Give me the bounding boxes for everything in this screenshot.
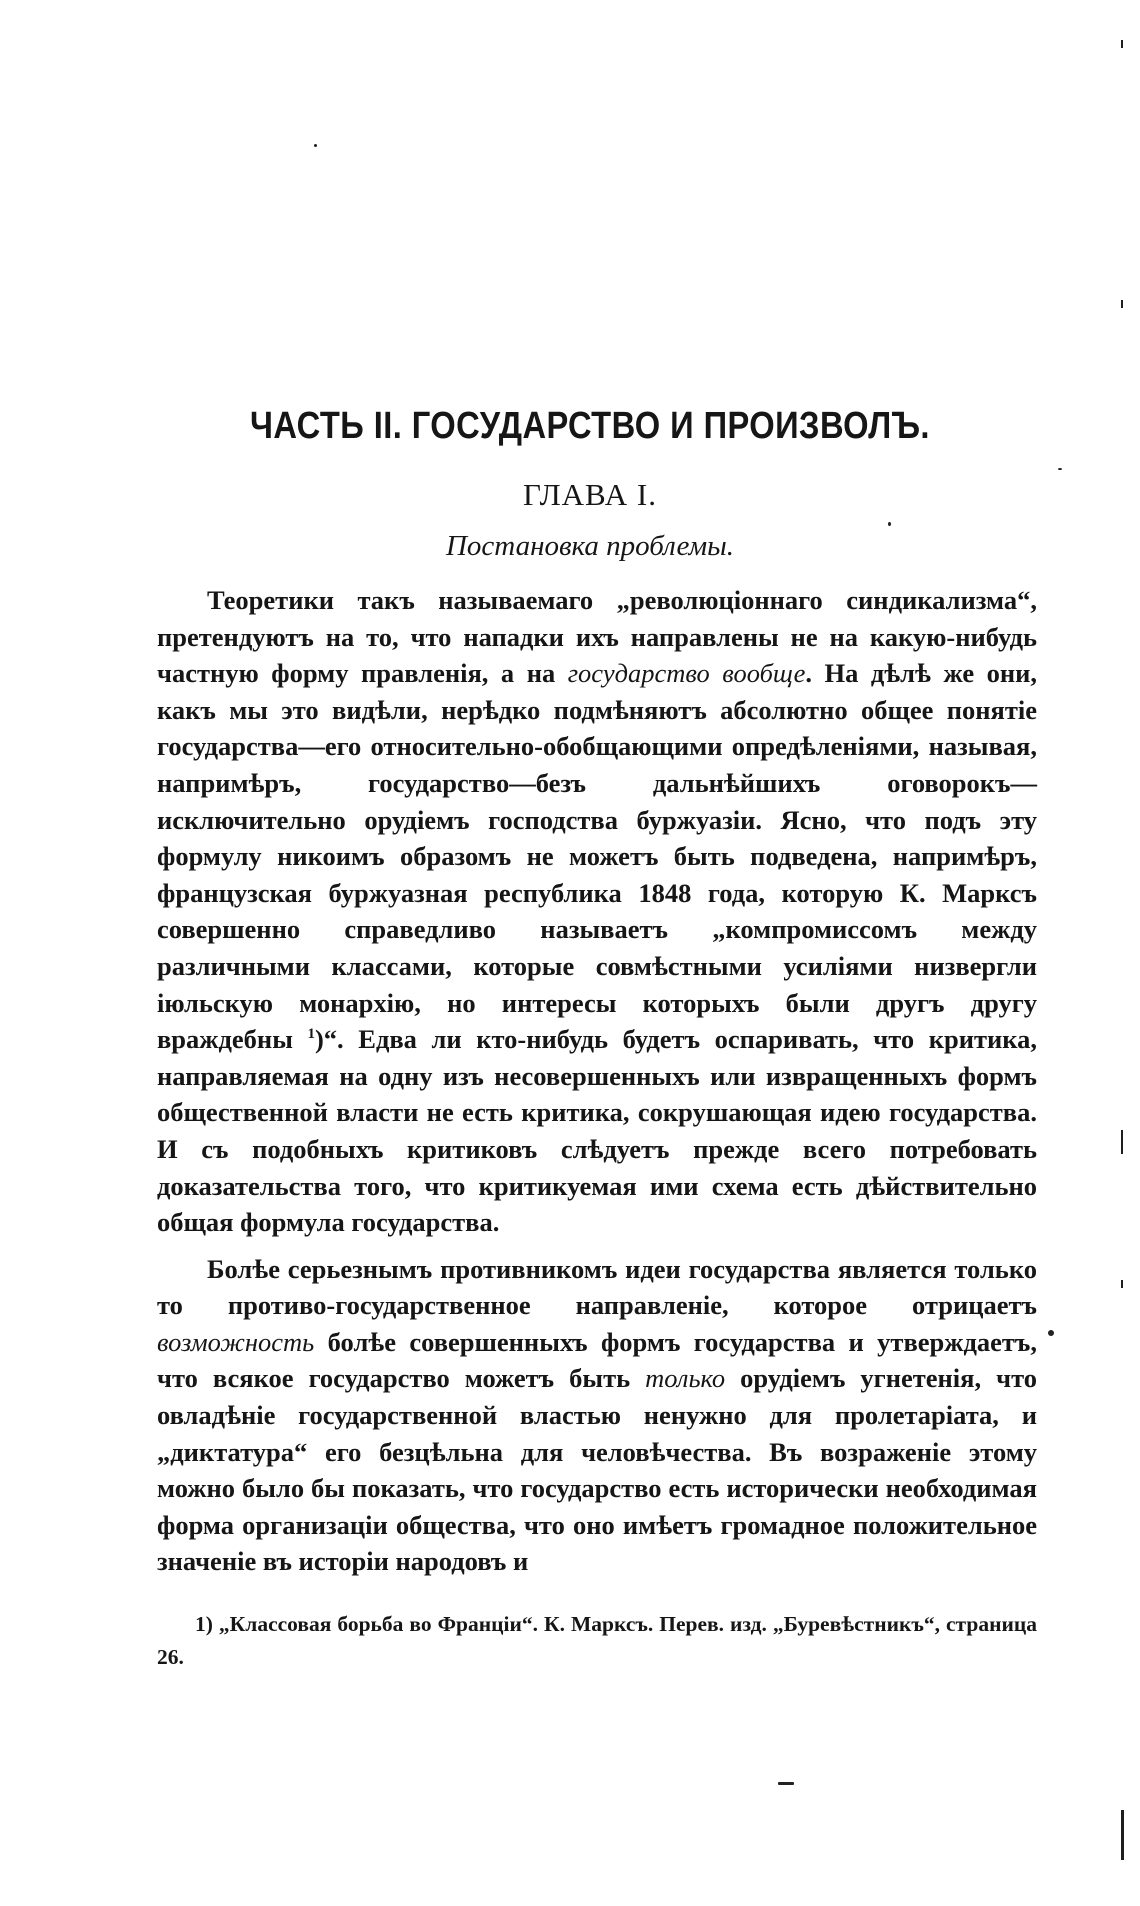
scan-margin-mark xyxy=(1121,300,1123,308)
scan-margin-mark xyxy=(1121,1280,1123,1288)
paragraph-1-text-c: )“. Едва ли кто-нибудь будетъ оспаривать, что критика, направляемая на одну изъ несовершенныхъ или извращенныхъ формъ общественной власти не есть критика, сокрушающая идею государства. И съ подобныхъ критиковъ слѣдуетъ прежде всего потребовать доказательства того, что критикуемая ими схема есть дѣйствительно общая формула государства. xyxy=(157,1024,1037,1238)
footnote-separator xyxy=(157,1593,1037,1594)
paragraph-1-text-b: . На дѣлѣ же они, какъ мы это видѣли, нерѣдко подмѣняютъ абсолютно общее понятіе государства—его относительно-обобщающими опредѣленіями, называя, напримѣръ, государство—безъ дальнѣйшихъ оговорокъ—исключительно орудіемъ господства буржуазіи. Ясно, что подъ эту формулу никоимъ образомъ не можетъ быть подведена, напримѣръ, французская буржуазная республика 1848 года, которую К. Марксъ совершенно справедливо называетъ „компромиссомъ между различными классами, которые совмѣстными усиліями низвергли іюльскую монархію, но интересы которыхъ были другъ другу враждебны xyxy=(157,658,1037,1055)
emphasis-only: только xyxy=(645,1363,726,1394)
emphasis-possibility: возможность xyxy=(157,1326,315,1357)
emphasis-state-in-general: государство вообще xyxy=(567,658,806,689)
scan-speck xyxy=(888,522,891,526)
paragraph-2-text-a: Болѣе серьезнымъ противникомъ идеи государства является только то противо-государственное направленіе, которое отрицаетъ xyxy=(157,1253,1037,1321)
footnote-number: 1) xyxy=(195,1612,213,1636)
scan-speck xyxy=(778,1782,794,1785)
paragraph-2-text-c: орудіемъ угнетенія, что овладѣніе государственной властью ненужно для пролетаріата, и „диктатура“ его безцѣльна для человѣчества. Въ возраженіе этому можно было бы показать, что государство есть исторически необходимая форма организаціи общества, что оно имѣетъ громадное положительное значеніе въ исторіи народовъ и xyxy=(157,1363,1037,1577)
scan-speck xyxy=(1058,468,1062,470)
scan-margin-mark xyxy=(1121,40,1123,48)
footnote-text: „Классовая борьба во Франціи“. К. Марксъ. Перев. изд. „Буревѣстникъ“, страница 26. xyxy=(157,1612,1037,1669)
paragraph-2 xyxy=(157,1251,1037,1580)
scan-speck xyxy=(1048,1330,1054,1336)
paragraph-1 xyxy=(157,582,1037,1241)
footnote-reference: 1 xyxy=(307,1026,315,1043)
body-text xyxy=(157,582,1037,1580)
section-title: Постановка проблемы. xyxy=(445,530,735,562)
scan-margin-mark xyxy=(1121,1810,1124,1860)
part-title: ЧАСТЬ II. ГОСУДАРСТВО И ПРОИЗВОЛЪ. xyxy=(250,405,930,447)
footnote xyxy=(157,1608,1037,1674)
scan-speck xyxy=(314,144,317,147)
scan-margin-mark xyxy=(1121,1130,1123,1154)
chapter-title: ГЛАВА I. xyxy=(523,477,657,512)
paragraph-1-text-a: Теоретики такъ называемаго „революціоннаго синдикализма“, претендуютъ на то, что нападки ихъ направлены не на какую-нибудь частную форму правленія, а на xyxy=(157,585,1037,689)
paragraph-2-text-b: болѣе совершенныхъ формъ государства и утверждаетъ, что всякое государство можетъ быть xyxy=(157,1326,1037,1394)
